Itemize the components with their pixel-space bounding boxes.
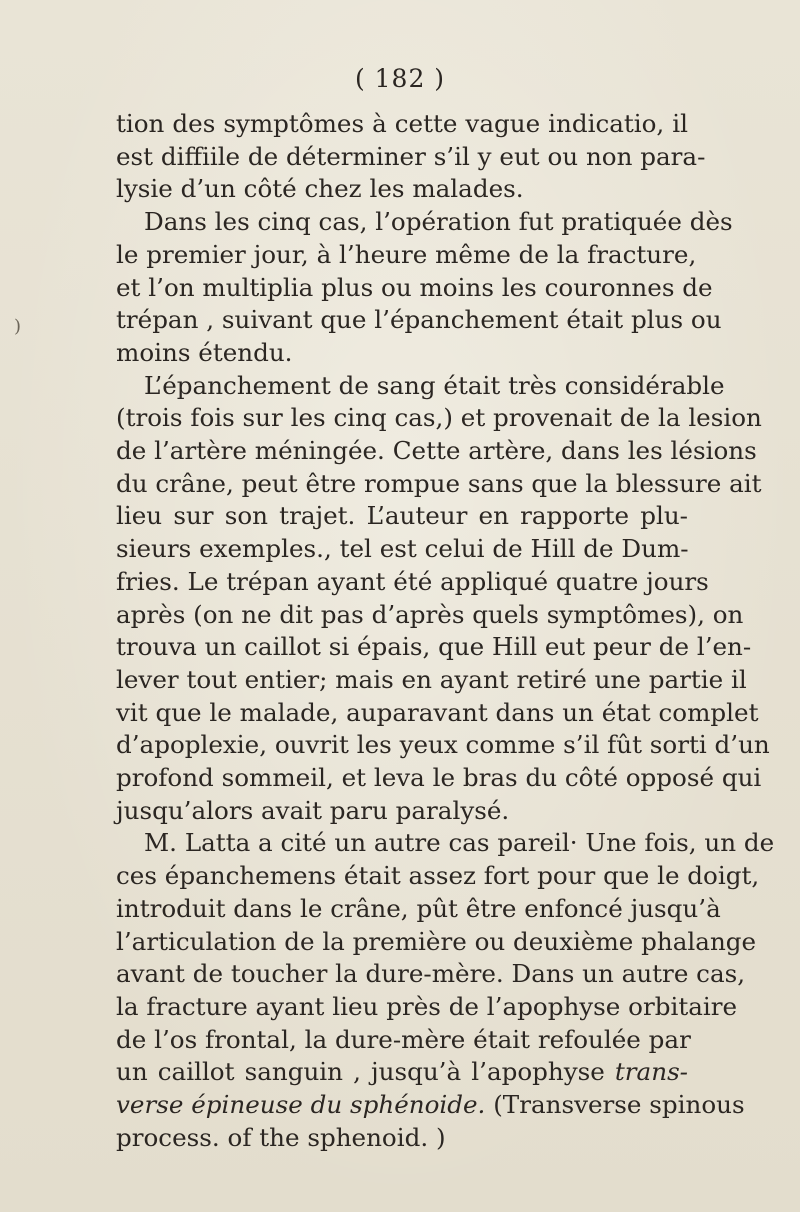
text-line: fries. Le trépan ayant été appliqué quatre jours [116, 566, 709, 596]
text-line: Dans les cinq cas, l’opération fut pratiquée dès [144, 207, 733, 237]
text-line: process. of the sphenoid. ) [116, 1122, 446, 1152]
text-line: trouva un caillot si épais, que Hill eut peur de l’en- [116, 632, 752, 662]
text-line: M. Latta a cité un autre cas pareil· Une fois, un de [144, 828, 775, 858]
text-line: moins étendu. [116, 337, 293, 367]
text-line: sieurs exemples., tel est celui de Hill de Dum- [116, 534, 689, 564]
text-line: et l’on multiplia plus ou moins les couronnes de [116, 272, 713, 302]
text-line: lieu sur son trajet. L’auteur en rapporte plu- [116, 501, 688, 531]
text-line: vit que le malade, auparavant dans un état complet [116, 697, 759, 727]
text-line: est diffiile de déterminer s’il y eut ou non para- [116, 141, 706, 171]
text-line: profond sommeil, et leva le bras du côté opposé qui [116, 763, 762, 793]
text-line: lysie d’un côté chez les malades. [116, 174, 524, 204]
text-line-italic: trans- [614, 1057, 688, 1087]
text-line-italic: verse épineuse du sphénoide. [116, 1090, 486, 1120]
text-line-mixed [116, 1089, 745, 1122]
text-line-roman: un caillot sanguin , jusqu’à l’apophyse [116, 1057, 605, 1087]
margin-mark: ) [14, 316, 22, 337]
text-line: d’apoplexie, ouvrit les yeux comme s’il fût sorti d’un [116, 730, 770, 760]
text-line-roman: (Transverse spinous [485, 1090, 745, 1120]
text-line: introduit dans le crâne, pût être enfoncé jusqu’à [116, 893, 721, 923]
text-line-mixed [116, 1056, 688, 1089]
text-line: ces épanchemens était assez fort pour que le doigt, [116, 861, 760, 891]
text-line: du crâne, peut être rompue sans que la blessure ait [116, 468, 762, 498]
text-line: (trois fois sur les cinq cas,) et provenait de la lesion [116, 403, 762, 433]
text-line: L’épanchement de sang était très considérable [144, 370, 725, 400]
text-line: tion des symptômes à cette vague indicatio, il [116, 109, 688, 138]
text-line: de l’artère méningée. Cette artère, dans les lésions [116, 436, 757, 466]
body-text [116, 108, 775, 1155]
text-line: trépan , suivant que l’épanchement était plus ou [116, 305, 722, 335]
text-line: l’articulation de la première ou deuxième phalange [116, 926, 757, 956]
text-line: lever tout entier; mais en ayant retiré une partie il [116, 664, 747, 694]
text-line: le premier jour, à l’heure même de la fracture, [116, 239, 697, 269]
text-line: la fracture ayant lieu près de l’apophyse orbitaire [116, 991, 738, 1021]
text-line: de l’os frontal, la dure-mère était refoulée par [116, 1024, 691, 1054]
page-number: ( 182 ) [354, 64, 446, 93]
text-line: avant de toucher la dure-mère. Dans un autre cas, [116, 959, 746, 989]
text-line: jusqu’alors avait paru paralysé. [116, 795, 510, 825]
text-line: après (on ne dit pas d’après quels symptômes), on [116, 599, 744, 629]
